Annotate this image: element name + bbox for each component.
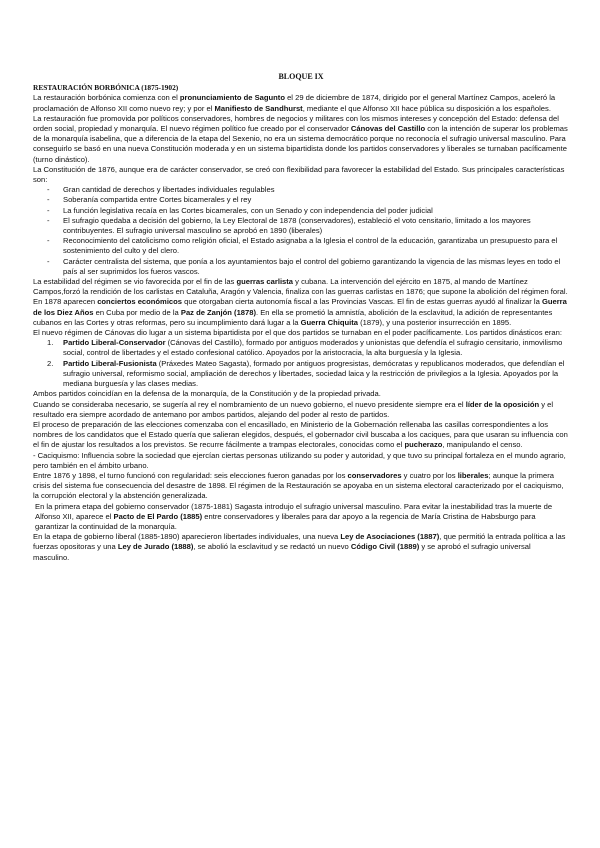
paragraph-conservative-stage: En la primera etapa del gobierno conservador (1875-1881) Sagasta introdujo el sufragio universal masculino. Para evitar la inestabilidad tras la muerte de Alfonso XII, aparece el Pacto de El Pardo (1885) entre conservadores y liberales para dar apoyo a la regencia de María Cristina de Habsburgo para garantizar la continuidad de la monarquía.: [35, 501, 553, 531]
paragraph-liberal-stage: En la etapa de gobierno liberal (1885-1890) aparecieron libertades individuales, una nueva Ley de Asociaciones (1887), que permitió la entrada política a las fuerzas opositoras y una Ley de Jurado (1888), se abolió la esclavitud y se redactó un nuevo Código Civil (1889) y se aprobó el sufragio universal masculino.: [33, 532, 566, 562]
paragraph-intro: La restauración borbónica comienza con el pronunciamiento de Sagunto el 29 de diciembre de 1874, dirigido por el general Martínez Campos, aceleró la proclamación de Alfonso XII como nuevo rey; y por el Manifiesto de Sandhurst, mediante el que Alfonso XII hace pública su disposición a los españoles.: [33, 93, 556, 113]
paragraph-government: Cuando se consideraba necesario, se sugería al rey el nombramiento de un nuevo gobierno, el nuevo presidente siempre era el líder de la oposición y el resultado era siempre acordado de antemano por ambos partidos, alejando del poder al resto de partidos.: [33, 399, 554, 419]
paragraph-elections: El proceso de preparación de las elecciones comenzaba con el encasillado, en Ministerio de la Gobernación rellenaba las casillas correspondientes a los nombres de los candidatos que el Estado quería que salieran elegidos, después, el gobernador civil buscaba a los caciques, para que usaran su influencia con el fin de ajustar los resultados a los previstos. Se recurre fácilmente a trampas electorales, conocidas como el pucherazo, manipulando el censo.: [33, 419, 568, 450]
list-item: - Soberanía compartida entre Cortes bicamerales y el rey: [47, 195, 569, 205]
list-item: - El sufragio quedaba a decisión del gobierno, la Ley Electoral de 1878 (conservadores), estableció el voto censitario, limitado a los mayores contribuyentes. El sufragio universal masculino se aprobó en 1890 (liberales): [47, 216, 569, 236]
term-guerra-chiquita: Guerra Chiquita: [300, 317, 358, 327]
list-item: - La función legislativa recaía en las Cortes bicamerales, con un Senado y con independencia del poder judicial: [47, 206, 569, 216]
page-title: BLOQUE IX: [278, 72, 324, 81]
paragraph-caciquismo: - Caciquismo: Influencia sobre la sociedad que ejercían ciertas personas utilizando su poder y autoridad, y que tuvo su principal fortaleza en el mundo agrario, pero también en el ámbito urbano.: [33, 450, 566, 470]
section-subtitle: RESTAURACIÓN BORBÓNICA (1875-1902): [33, 83, 179, 93]
party-name: Partido Liberal-Fusionista: [63, 358, 157, 368]
list-item: - Reconocimiento del catolicismo como religión oficial, el Estado asignaba a la Iglesia el control de la educación, garantizaba un presupuesto para el sostenimiento del culto y del clero.: [47, 236, 569, 256]
paragraph-common: Ambos partidos coincidían en la defensa de la monarquía, de la Constitución y de la propiedad privada.: [33, 389, 381, 399]
list-item: - Carácter centralista del sistema, que ponía a los ayuntamientos bajo el control del gobierno garantizando la vigencia de las mismas leyes en todo el país al ser suprimidos los fueros vascos.: [47, 257, 569, 277]
parties-list: [33, 338, 569, 389]
term-manifiesto: Manifiesto de Sandhurst: [214, 103, 303, 113]
term-codigo-civil: Código Civil (1889): [350, 542, 420, 552]
list-item: 1. Partido Liberal-Conservador (Cánovas del Castillo), formado por antiguos moderados y unionistas que defendía el sufragio censitario, inmovilismo social, control de libertades y el estado confesional católico. Apoyados por la aristocracia, la alta burguesía y la Iglesia.: [47, 338, 563, 358]
term-conservadores: conservadores: [347, 470, 402, 480]
paragraph-turno: Entre 1876 y 1898, el turno funcionó con regularidad: seis elecciones fueron ganadas por los conservadores y cuatro por los liberales; aunque la primera crisis del sistema fue consecuencia del desastre de 1898. El régimen de la Restauración se apoyaba en un sistema electoral caracterizado por el caciquismo, la corrupción electoral y la abstención generalizada.: [33, 470, 564, 501]
term-pacto-pardo: Pacto de El Pardo (1885): [113, 511, 203, 521]
party-name: Partido Liberal-Conservador: [63, 338, 166, 348]
paragraph-constitution: La Constitución de 1876, aunque era de carácter conservador, se creó con flexibilidad para favorecer la estabilidad del Estado. Sus principales características son:: [33, 164, 565, 185]
list-item: - Gran cantidad de derechos y libertades individuales regulables: [47, 185, 569, 195]
term-paz-zanjon: Paz de Zanjón (1878): [180, 307, 256, 317]
term-guerra-diez-anos: Guerra de los Diez Años: [33, 297, 567, 317]
term-lider-oposicion: líder de la oposición: [465, 399, 540, 409]
term-ley-asociaciones: Ley de Asociaciones (1887): [340, 532, 440, 542]
term-pucherazo: pucherazo: [404, 440, 443, 450]
constitution-features-list: [33, 185, 569, 277]
term-pronunciamiento: pronunciamiento de Sagunto: [179, 93, 285, 103]
term-liberales: liberales: [457, 470, 489, 480]
term-ley-jurado: Ley de Jurado (1888): [117, 542, 194, 552]
document-page: [33, 72, 569, 563]
term-conciertos: conciertos económicos: [97, 297, 183, 307]
term-canovas: Cánovas del Castillo: [350, 124, 426, 134]
paragraph-bipartisan: El nuevo régimen de Cánovas dio lugar a un sistema bipartidista por el que dos partidos se turnaban en el poder pacíficamente. Los partidos dinásticos eran:: [33, 328, 562, 338]
term-guerras-carlista: guerras carlista: [236, 277, 294, 287]
paragraph-stability: La estabilidad del régimen se vio favorecida por el fin de las guerras carlista y cubana. La intervención del ejército en 1875, al mando de Martínez Campos,forzó la rendición de los carlistas en Cataluña, Aragón y Valencia, finaliza con las guerras carlistas en 1876; que supone la abolición del régimen foral. En 1878 aparecen conciertos económicos que otorgaban cierta autonomía fiscal a las Provincias Vascas. El fin de estas guerras ayudó al finalizar la Guerra de los Diez Años en Cuba por medio de la Paz de Zanjón (1878). En ella se prometió la amnistía, abolición de la esclavitud, la adición de representantes cubanos en las Cortes y otras reformas, pero su incumplimiento dará lugar a la Guerra Chiquita (1879), y una posterior insurrección en 1895.: [33, 277, 568, 327]
paragraph-promoters: La restauración fue promovida por políticos conservadores, hombres de negocios y militares con los mismos intereses y concepción del Estado: defensa del orden social, propiedad y monarquía. El nuevo régimen político fue creado por el conservador Cánovas del Castillo con la intención de superar los problemas de la monarquía isabelina, que a diferencia de la etapa del Sexenio, no era un sistema democrático porque no reconocía el sufragio universal masculino. Para conseguirlo se basó en una nueva Constitución moderada y en un sistema bipartidista donde los partidos conservadores y liberales se turnaban pacíficamente (turno dinástico).: [33, 113, 568, 164]
list-item: 2. Partido Liberal-Fusionista (Práxedes Mateo Sagasta), formado por antiguos progresistas, demócratas y republicanos moderados, que defendían el sufragio universal, reformismo social, ampliación de derechos y libertades, sociedad laica y la restricción de privilegios a la Iglesia. Apoyados por la mediana burguesía y las clases medias.: [47, 358, 565, 389]
